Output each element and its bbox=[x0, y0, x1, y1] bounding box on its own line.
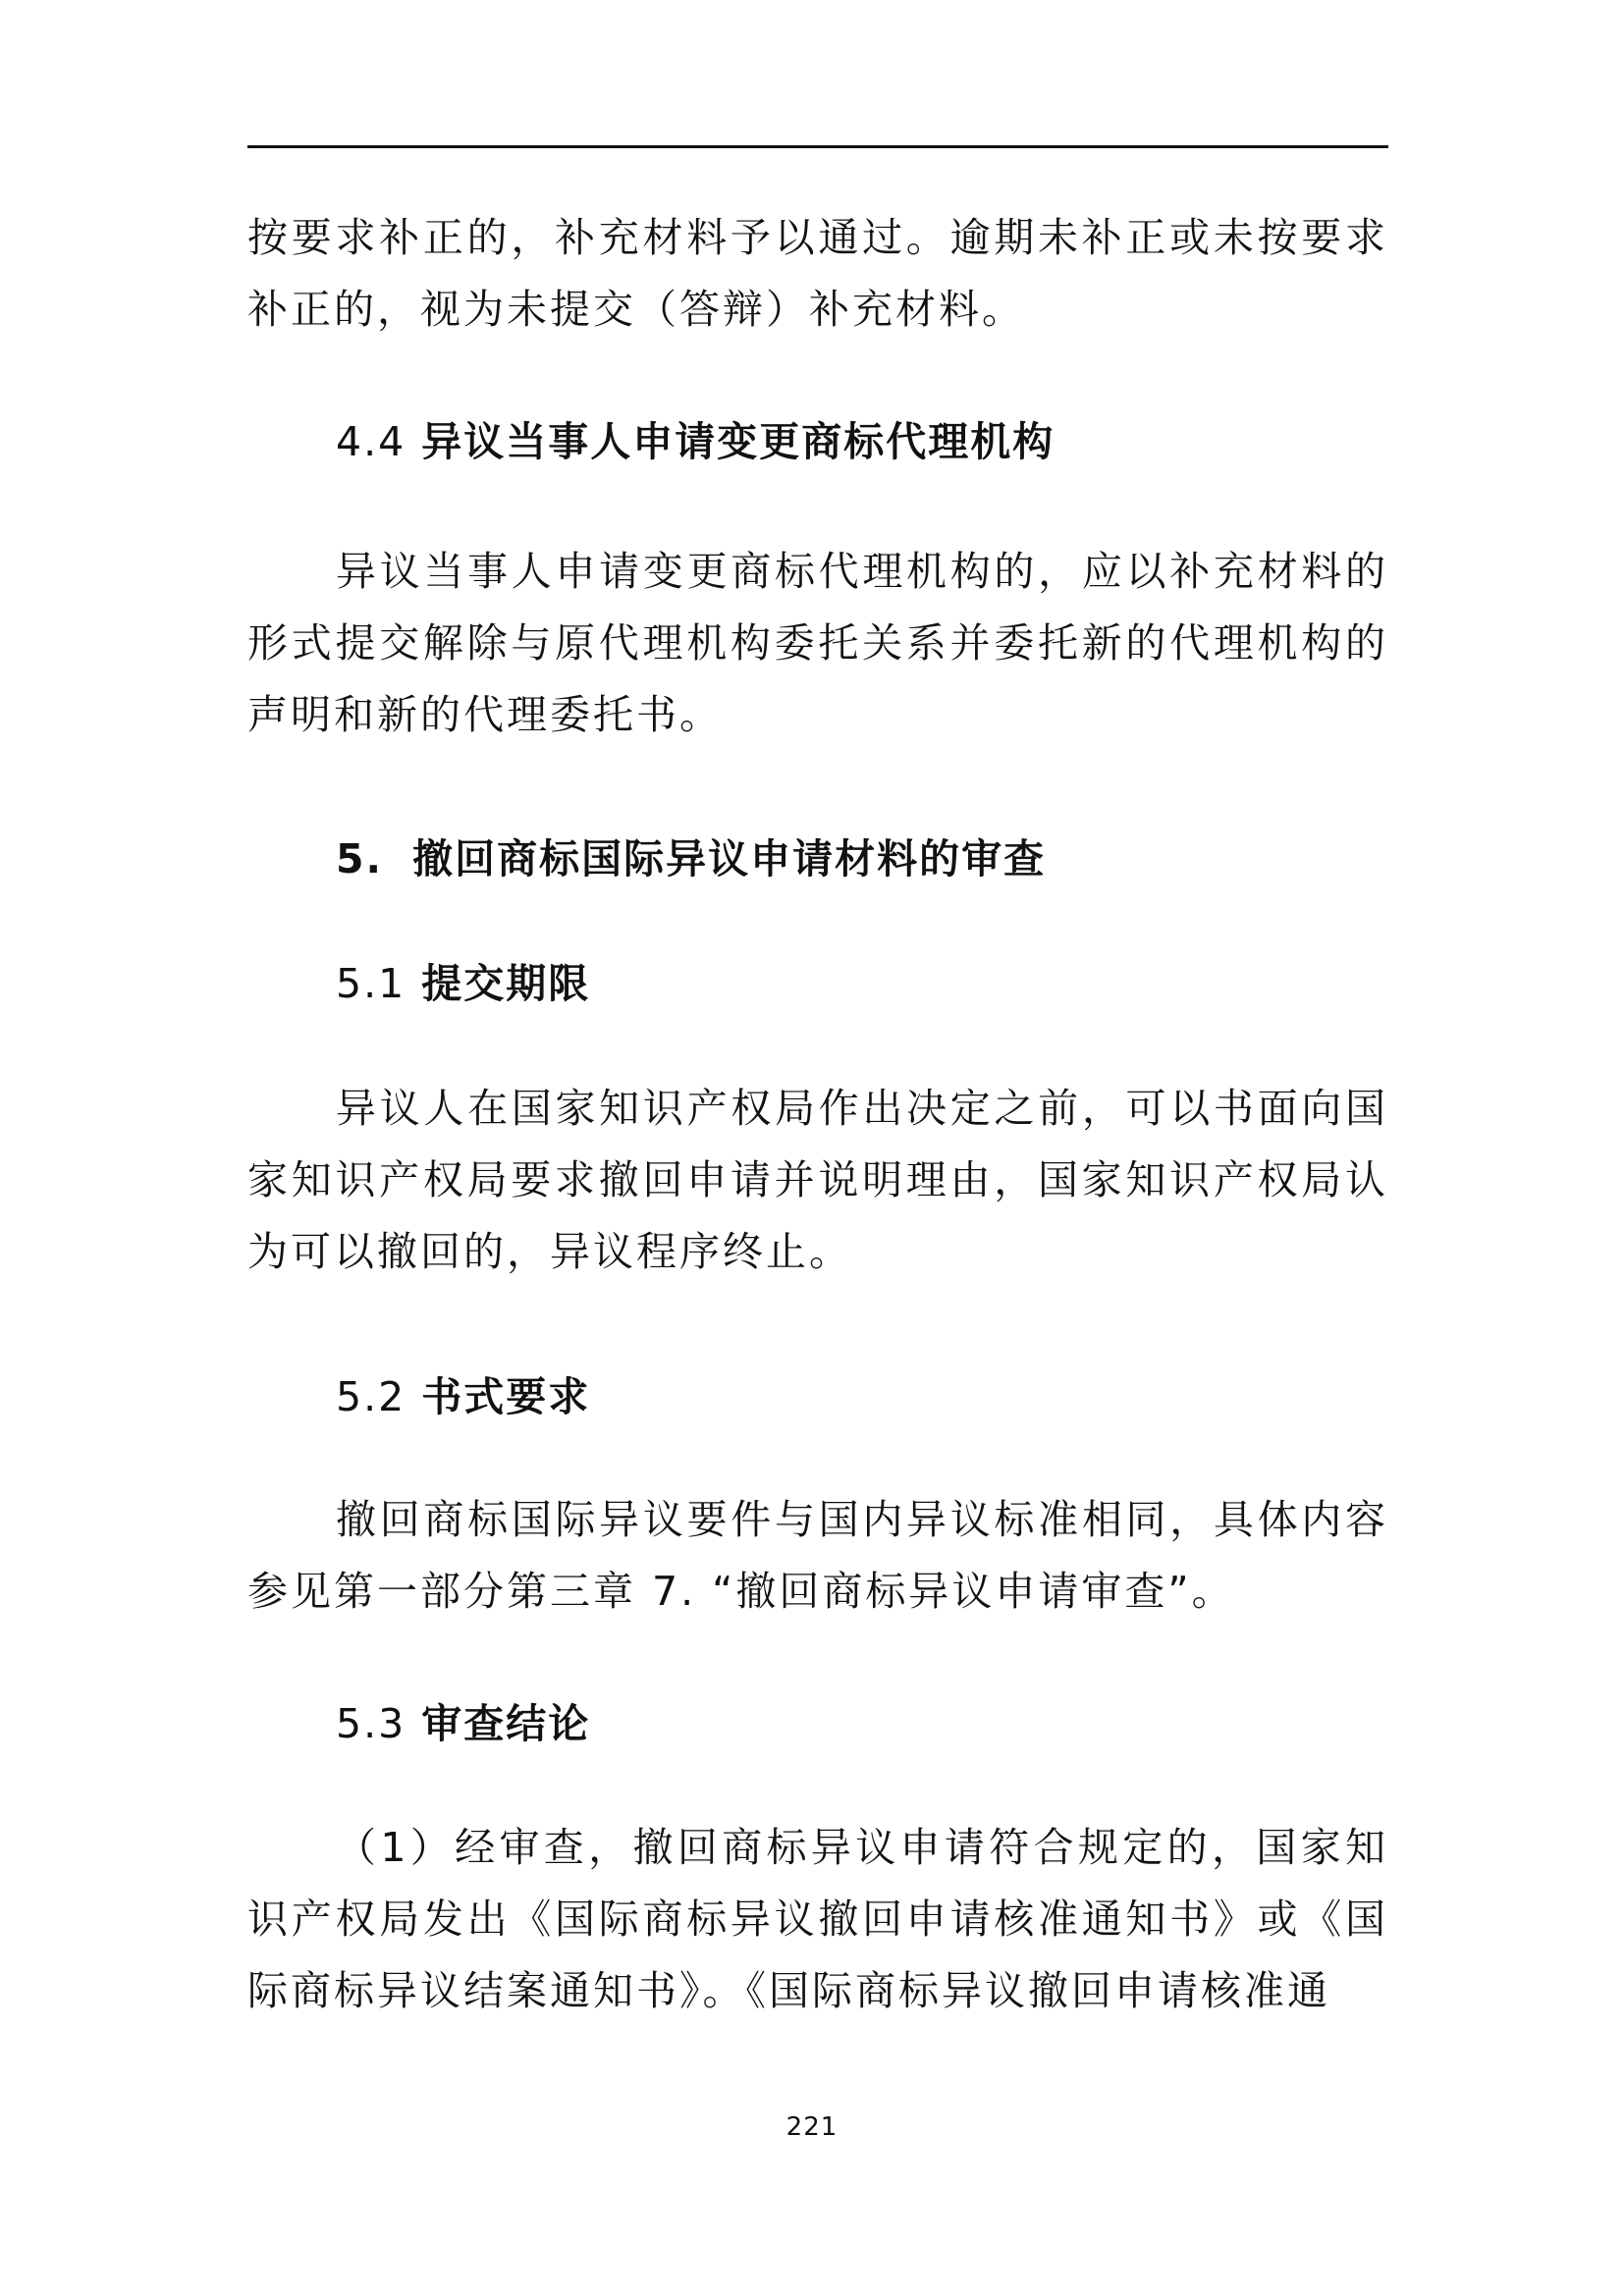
section-5-2-body: 撤回商标国际异议要件与国内异议标准相同，具体内容参见第一部分第三章 7. “撤回商标异议申请审查”。 bbox=[247, 1496, 1388, 1615]
section-4-4-body: 异议当事人申请变更商标代理机构的，应以补充材料的形式提交解除与原代理机构委托关系并委托新的代理机构的声明和新的代理委托书。 bbox=[247, 548, 1388, 738]
section-5-3-body: （1）经审查，撤回商标异议申请符合规定的，国家知识产权局发出《国际商标异议撤回申请核准通知书》或《国际商标异议结案通知书》。《国际商标异议撤回申请核准通 bbox=[247, 1824, 1388, 2014]
section-heading-5-2 bbox=[247, 1362, 1477, 1433]
section-number: 5.1 bbox=[336, 960, 406, 1007]
section-5-1-body: 异议人在国家知识产权局作出决定之前，可以书面向国家知识产权局要求撤回申请并说明理由，国家知识产权局认为可以撤回的，异议程序终止。 bbox=[247, 1085, 1388, 1275]
section-heading-5-1 bbox=[247, 948, 1477, 1020]
section-number: 5.3 bbox=[336, 1700, 406, 1747]
section-title: 异议当事人申请变更商标代理机构 bbox=[421, 418, 1056, 465]
section-title: 提交期限 bbox=[421, 960, 591, 1007]
section-heading-5 bbox=[247, 824, 1477, 895]
page-number: 221 bbox=[785, 2112, 839, 2142]
section-heading-5-3 bbox=[247, 1688, 1477, 1760]
section-heading-4-4 bbox=[247, 406, 1477, 478]
section-number: 5.2 bbox=[336, 1373, 406, 1420]
header-rule bbox=[247, 145, 1388, 148]
continued-paragraph: 按要求补正的，补充材料予以通过。逾期未补正或未按要求补正的，视为未提交（答辩）补充材料。 bbox=[247, 214, 1388, 333]
section-title: 审查结论 bbox=[421, 1700, 591, 1747]
section-title: 书式要求 bbox=[421, 1373, 591, 1420]
section-title: 撤回商标国际异议申请材料的审查 bbox=[412, 835, 1047, 882]
section-number: 5. bbox=[336, 835, 384, 882]
section-number: 4.4 bbox=[336, 418, 406, 465]
